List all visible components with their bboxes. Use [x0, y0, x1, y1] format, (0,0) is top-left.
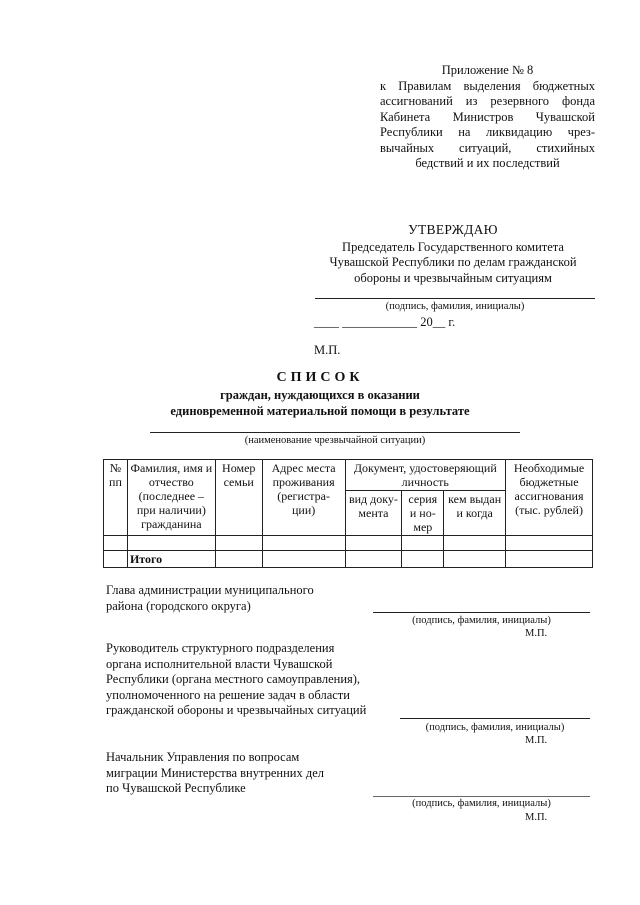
appendix-text-line: к Правилам выделения бюджетных — [380, 78, 595, 93]
table-cell[interactable] — [262, 536, 345, 551]
signer-title-line: Глава администрации муниципального — [106, 583, 314, 597]
signature-line[interactable] — [400, 718, 590, 719]
appendix-text-line: бедствий и их последствий — [415, 156, 560, 170]
approval-position-line: Председатель Государственного комитета — [342, 239, 564, 254]
signature-director — [106, 641, 606, 719]
table-row — [104, 536, 593, 551]
signature-caption: (подпись, фамилия, инициалы) — [412, 615, 551, 626]
table-cell[interactable] — [402, 536, 444, 551]
appendix-text-line: Кабинета Министров Чувашской — [380, 109, 595, 124]
table-cell[interactable] — [444, 551, 506, 568]
approval-position-line: Чувашской Республики по делам гражданской — [329, 255, 577, 269]
table-cell[interactable] — [345, 536, 402, 551]
header-family-number: Номер семьи — [215, 460, 262, 536]
table-cell[interactable] — [215, 551, 262, 568]
approval-signature-line[interactable] — [315, 298, 595, 299]
appendix-text-line: ассигнований из резервного фонда — [380, 94, 595, 108]
table-header-row — [104, 460, 593, 491]
approval-signature-caption: (подпись, фамилия, инициалы) — [385, 301, 525, 312]
list-heading — [120, 369, 520, 419]
signer-title-line: уполномоченного на решение задач в области — [106, 687, 350, 702]
table-cell[interactable] — [104, 536, 128, 551]
signature-caption: (подпись, фамилия, инициалы) — [425, 722, 565, 733]
signer-title-line: Начальник Управления по вопросам — [106, 750, 300, 764]
appendix-header — [380, 63, 595, 172]
signer-title-line: Республики (органа местного самоуправления), — [106, 672, 361, 686]
approval-title: УТВЕРЖДАЮ — [408, 222, 498, 237]
emergency-name-caption: (наименование чрезвычайной ситуации) — [244, 435, 426, 446]
appendix-text-line: Республики на ликвидацию чрез- — [380, 125, 595, 139]
signature-stamp: М.П. — [525, 812, 548, 823]
header-full-name: Фамилия, имя и отчество (последнее – при наличии) гражданина — [127, 460, 215, 536]
signer-title-line: миграции Министерства внутренних дел — [106, 765, 324, 780]
list-title: СПИСОК — [276, 370, 364, 385]
list-subtitle-line: единовременной материальной помощи в результате — [170, 404, 470, 418]
header-address: Адрес места проживания (регистра- ции) — [262, 460, 345, 536]
table-cell[interactable] — [345, 551, 402, 568]
list-subtitle-line: граждан, нуждающихся в оказании — [220, 388, 420, 402]
approval-date-blank[interactable]: ____ ____________ 20__ г. — [314, 315, 456, 329]
approval-position-line: обороны и чрезвычайным ситуациям — [354, 270, 552, 285]
signature-caption: (подпись, фамилия, инициалы) — [412, 798, 551, 809]
table-cell[interactable] — [127, 536, 215, 551]
header-document-type: вид доку- мента — [345, 491, 402, 536]
table-cell[interactable] — [262, 551, 345, 568]
signer-title-line: органа исполнительной власти Чувашской — [106, 656, 333, 671]
header-document-series: серия и но- мер — [402, 491, 444, 536]
signer-title-line: района (городского округа) — [106, 598, 251, 613]
approval-stamp: М.П. — [314, 343, 341, 357]
signer-title-line: Руководитель структурного подразделения — [106, 641, 335, 655]
header-budget-funds: Необходимые бюджетные ассигнования (тыс. рублей) — [506, 460, 593, 536]
table-cell[interactable] — [506, 551, 593, 568]
table-cell[interactable] — [104, 551, 128, 568]
table-cell[interactable] — [506, 536, 593, 551]
emergency-name-line[interactable] — [150, 432, 520, 433]
total-label: Итого — [127, 551, 215, 568]
appendix-title: Приложение № 8 — [441, 63, 534, 77]
header-identity-document: Документ, удостоверяющий личность — [345, 460, 506, 491]
header-document-issued: кем выдан и когда — [444, 491, 506, 536]
signature-migration-head — [106, 750, 606, 797]
approval-block — [308, 222, 598, 286]
signature-line[interactable] — [373, 612, 590, 613]
header-number: № пп — [104, 460, 128, 536]
signature-head-administration — [106, 583, 606, 614]
total-row — [104, 551, 593, 568]
citizens-table — [103, 459, 593, 568]
signature-stamp: М.П. — [525, 628, 548, 639]
appendix-text-line: вычайных ситуаций, стихийных — [380, 140, 595, 155]
table-cell[interactable] — [402, 551, 444, 568]
table-cell[interactable] — [444, 536, 506, 551]
signer-title-line: по Чувашской Республике — [106, 781, 246, 795]
table-cell[interactable] — [215, 536, 262, 551]
signature-stamp: М.П. — [525, 735, 548, 746]
signer-title-line: гражданской обороны и чрезвычайных ситуаций — [106, 703, 367, 717]
